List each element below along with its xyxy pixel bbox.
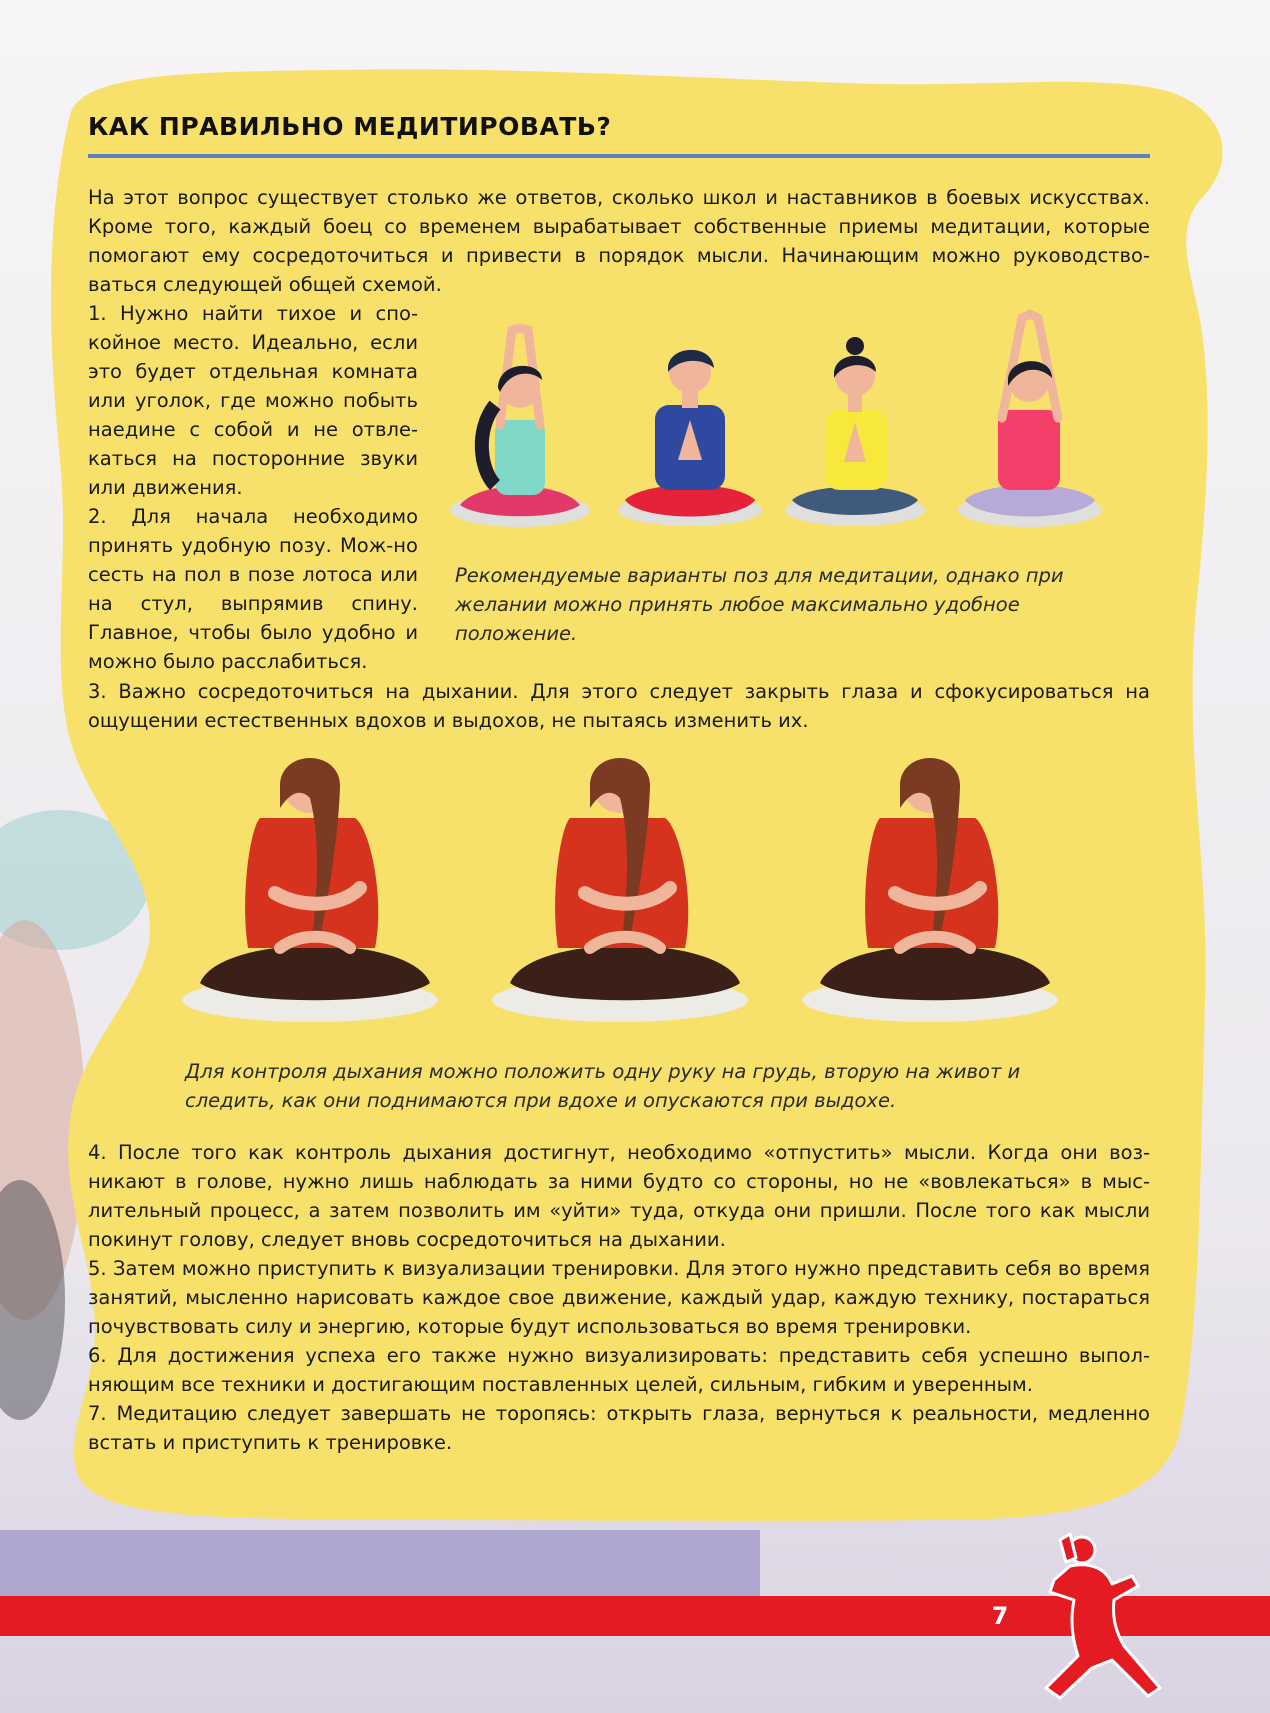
breathing-figure-2 [492, 758, 748, 1022]
poses-caption: Рекомендуемые варианты поз для медитации, однако при желании можно принять любое максимально удобное положение. [455, 564, 1064, 645]
pose-figure-3 [785, 337, 925, 526]
title-underline [88, 154, 1150, 158]
page-title: КАК ПРАВИЛЬНО МЕДИТИРОВАТЬ? [88, 112, 612, 141]
breathing-illustration [180, 748, 1110, 1028]
breathing-figure-1 [182, 758, 438, 1022]
pose-figure-1 [450, 328, 590, 527]
pose-figure-2 [618, 350, 762, 526]
breathing-caption: Для контроля дыхания можно положить одну руку на грудь, вторую на живот и следить, как они поднимаются при вдохе и опускаются при выдохе. [185, 1060, 1021, 1112]
step-2: 2. Для начала необходимо принять удобную позу. Мож-но сесть на пол в позе лотоса или на стул, выпрямив спину. Главное, чтобы было удобно и можно было расслабиться. [88, 505, 418, 673]
step-5: 5. Затем можно приступить к визуализации тренировки. Для этого нужно представить себя во время занятий, мысленно нарисовать каждое свое движение, каждый удар, каждую технику, постараться почувствовать силу и энергию, которые будут использоваться во время тренировки. [88, 1257, 1150, 1338]
step-7: 7. Медитацию следует завершать не торопясь: открыть глаза, вернуться к реальности, медленно встать и приступить к тренировке. [88, 1402, 1150, 1454]
step-6: 6. Для достижения успеха его также нужно визуализировать: представить себя успешно выпол-няющим все техники и достигающим поставленных целей, сильным, гибким и уверенным. [88, 1344, 1150, 1396]
bg-yoga-mat [0, 1530, 760, 1600]
step-4: 4. После того как контроль дыхания достигнут, необходимо «отпустить» мысли. Когда они воз-никают в голове, нужно лишь наблюдать за ними будто со стороны, но не «вовлекаться» в мыс-лительный процесс, а затем позволить им «уйти» туда, откуда они пришли. После того как мысли покинут голову, следует вновь сосредоточиться на дыхании. [88, 1141, 1150, 1251]
meditation-poses-illustration [440, 300, 1160, 540]
intro-paragraph: На этот вопрос существует столько же ответов, сколько школ и наставников в боевых искусствах. Кроме того, каждый боец со временем вырабатывает собственные приемы медитации, которые помогают ему сосредоточиться и привести в порядок мысли. Начинающим можно руководство-ваться следующей общей схемой. [88, 186, 1150, 296]
pose-figure-4 [958, 314, 1102, 527]
page-number: 7 [991, 1602, 1009, 1630]
left-column [88, 299, 418, 676]
martial-artist-icon [1020, 1528, 1170, 1713]
step-1: 1. Нужно найти тихое и спо-койное место. Идеально, если это будет отдельная комната или уголок, где можно побыть наедине с собой и не отвле-каться на посторонние звуки или движения. [88, 302, 418, 499]
steps-4-7 [88, 1138, 1150, 1457]
step-3: 3. Важно сосредоточиться на дыхании. Для этого следует закрыть глаза и сфокусироваться на ощущении естественных вдохов и выдохов, не пытаясь изменить их. [88, 680, 1150, 732]
breathing-figure-3 [802, 758, 1058, 1022]
